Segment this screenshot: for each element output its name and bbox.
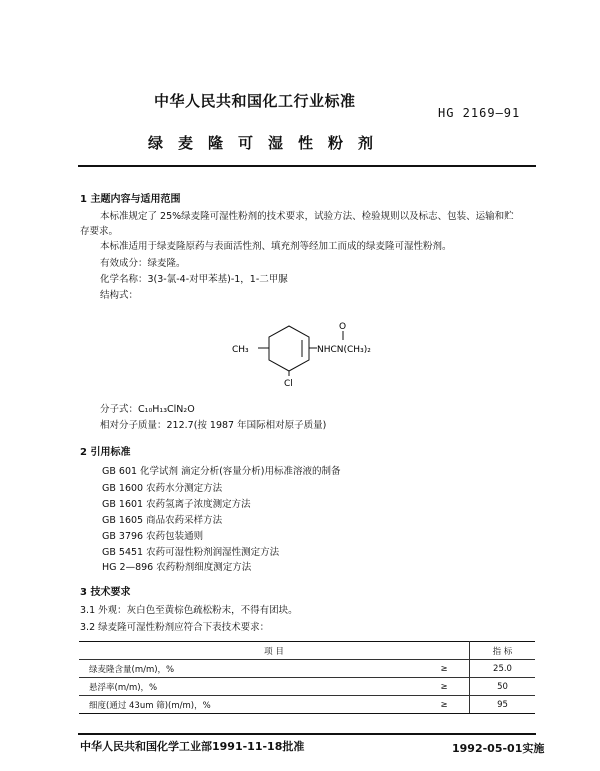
implementation-date: 1992-05-01实施 — [452, 742, 545, 755]
clause-3-2: 3.2 绿麦隆可湿性粉剂应符合下表技术要求： — [80, 622, 270, 633]
specification-table — [79, 641, 535, 714]
table-row — [79, 678, 535, 696]
reference-standard: HG 2—896 农药粉剂细度测定方法 — [102, 562, 252, 573]
chemical-name: 化学名称：3(3-氯-4-对甲苯基)-1，1-二甲脲 — [100, 274, 288, 285]
table-cell-value: 25.0 — [470, 660, 536, 678]
reference-standard: GB 3796 农药包装通则 — [102, 531, 204, 542]
header-divider — [78, 165, 536, 167]
clause-3-1: 3.1 外观：灰白色至黄棕色疏松粉末，不得有团块。 — [80, 605, 298, 616]
footer-divider — [78, 733, 536, 735]
reference-standard: GB 601 化学试剂 滴定分析(容量分析)用标准溶液的制备 — [102, 466, 341, 477]
table-header-row — [79, 642, 535, 660]
benzene-ring — [269, 326, 309, 371]
section-1-paragraph-1a: 本标准规定了 25%绿麦隆可湿性粉剂的技术要求，试验方法、检验规则以及标志、包装、运输和贮 — [100, 211, 514, 222]
urea-group: NHCN(CH₃)₂ — [317, 345, 371, 355]
structure-label: 结构式： — [100, 290, 139, 301]
carbonyl-oxygen: O — [339, 322, 347, 332]
table-cell-operator: ≥ — [419, 660, 470, 678]
table-cell-item: 绿麦隆含量(m/m)，% — [79, 660, 419, 678]
section-1-paragraph-2: 本标准适用于绿麦隆原药与表面活性剂、填充剂等经加工而成的绿麦隆可湿性粉剂。 — [100, 241, 452, 252]
section-3-heading: 3 技术要求 — [80, 587, 131, 598]
chlorine-atom: Cl — [284, 379, 293, 389]
table-cell-item: 悬浮率(m/m)，% — [79, 678, 419, 696]
table-row — [79, 660, 535, 678]
molecular-formula: 分子式：C₁₀H₁₃ClN₂O — [100, 404, 195, 415]
section-1-paragraph-1b: 存要求。 — [80, 226, 119, 237]
table-cell-value: 50 — [470, 678, 536, 696]
table-row — [79, 696, 535, 714]
reference-standard: GB 1605 商品农药采样方法 — [102, 515, 223, 526]
table-cell-operator: ≥ — [419, 696, 470, 714]
methyl-group: CH₃ — [232, 345, 249, 355]
molecular-weight: 相对分子质量：212.7(按 1987 年国际相对原子质量) — [100, 420, 327, 431]
active-ingredient: 有效成分：绿麦隆。 — [100, 258, 186, 269]
table-cell-operator: ≥ — [419, 678, 470, 696]
document-title: 绿麦隆可湿性粉剂 — [148, 134, 389, 152]
table-header-value: 指 标 — [470, 642, 536, 660]
structural-formula — [230, 318, 410, 390]
reference-standard: GB 1600 农药水分测定方法 — [102, 483, 223, 494]
section-2-heading: 2 引用标准 — [80, 447, 131, 458]
table-cell-value: 95 — [470, 696, 536, 714]
table-cell-item: 细度(通过 43um 筛)(m/m)，% — [79, 696, 419, 714]
approval-statement: 中华人民共和国化学工业部1991-11-18批准 — [80, 740, 305, 753]
section-1-heading: 1 主题内容与适用范围 — [80, 194, 181, 205]
standard-code: HG 2169—91 — [438, 106, 521, 120]
standard-title: 中华人民共和国化工行业标准 — [154, 92, 356, 110]
reference-standard: GB 5451 农药可湿性粉剂润湿性测定方法 — [102, 547, 280, 558]
reference-standard: GB 1601 农药氢离子浓度测定方法 — [102, 499, 251, 510]
table-header-item: 项 目 — [79, 642, 470, 660]
